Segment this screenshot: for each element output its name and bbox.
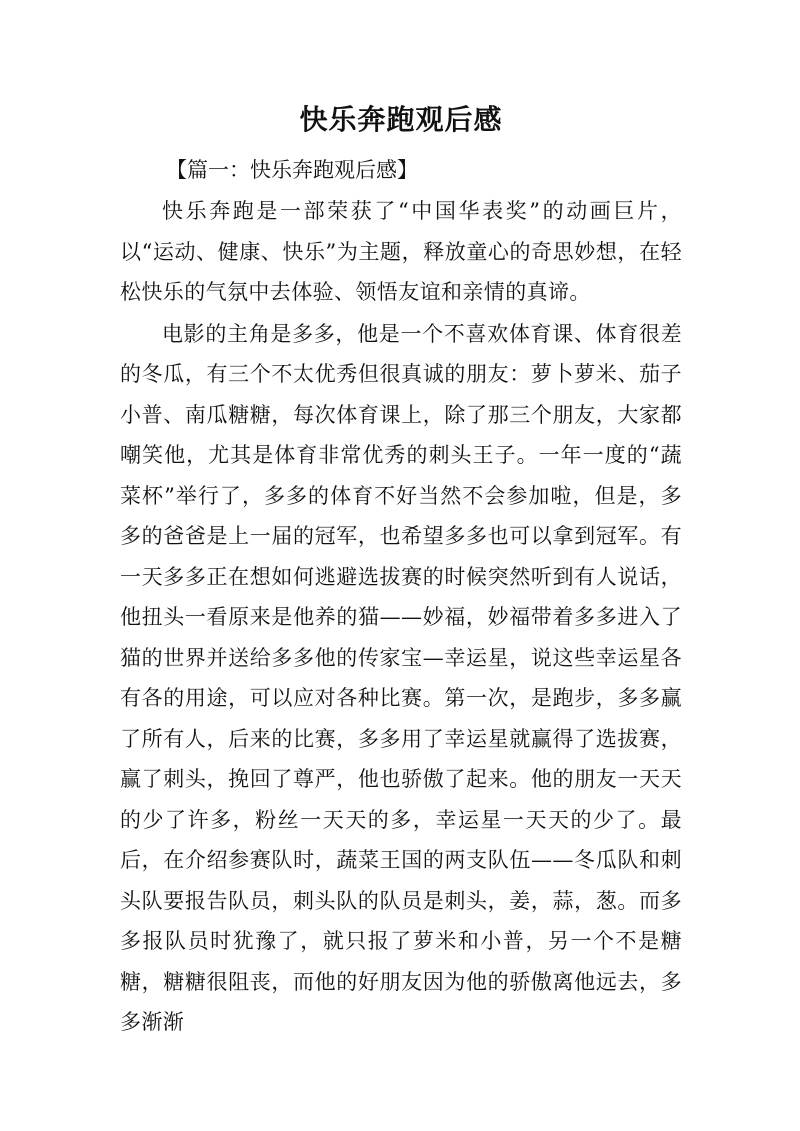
document-title: 快乐奔跑观后感 [299,103,503,136]
paragraph-intro: 快乐奔跑是一部荣获了“中国华表奖”的动画巨片，以“运动、健康、快乐”为主题，释放童心的奇思妙想，在轻松快乐的气氛中去体验、领悟友谊和亲情的真谛。 [120,199,682,304]
section-heading: 【篇一：快乐奔跑观后感】 [166,158,418,182]
paragraph-plot: 电影的主角是多多，他是一个不喜欢体育课、体育很差的冬瓜，有三个不太优秀但很真诚的朋友：萝卜萝米、茄子小普、南瓜糖糖，每次体育课上，除了那三个朋友，大家都嘲笑他，尤其是体育非常优秀的刺头王子。一年一度的“蔬菜杯”举行了，多多的体育不好当然不会参加啦，但是，多多的爸爸是上一届的冠军，也希望多多也可以拿到冠军。有一天多多正在想如何逃避选拔赛的时候突然听到有人说话，他扭头一看原来是他养的猫——妙福，妙福带着多多进入了猫的世界并送给多多他的传家宝—幸运星，说这些幸运星各有各的用途，可以应对各种比赛。第一次，是跑步，多多赢了所有人，后来的比赛，多多用了幸运星就赢得了选拔赛，赢了刺头，挽回了尊严，他也骄傲了起来。他的朋友一天天的少了许多，粉丝一天天的多，幸运星一天天的少了。最后，在介绍参赛队时，蔬菜王国的两支队伍——冬瓜队和刺头队要报告队员，刺头队的队员是刺头，姜，蒜，葱。而多多报队员时犹豫了，就只报了萝米和小普，另一个不是糖糖，糖糖很阻丧，而他的好朋友因为他的骄傲离他远去，多多渐渐 [120,321,682,1034]
